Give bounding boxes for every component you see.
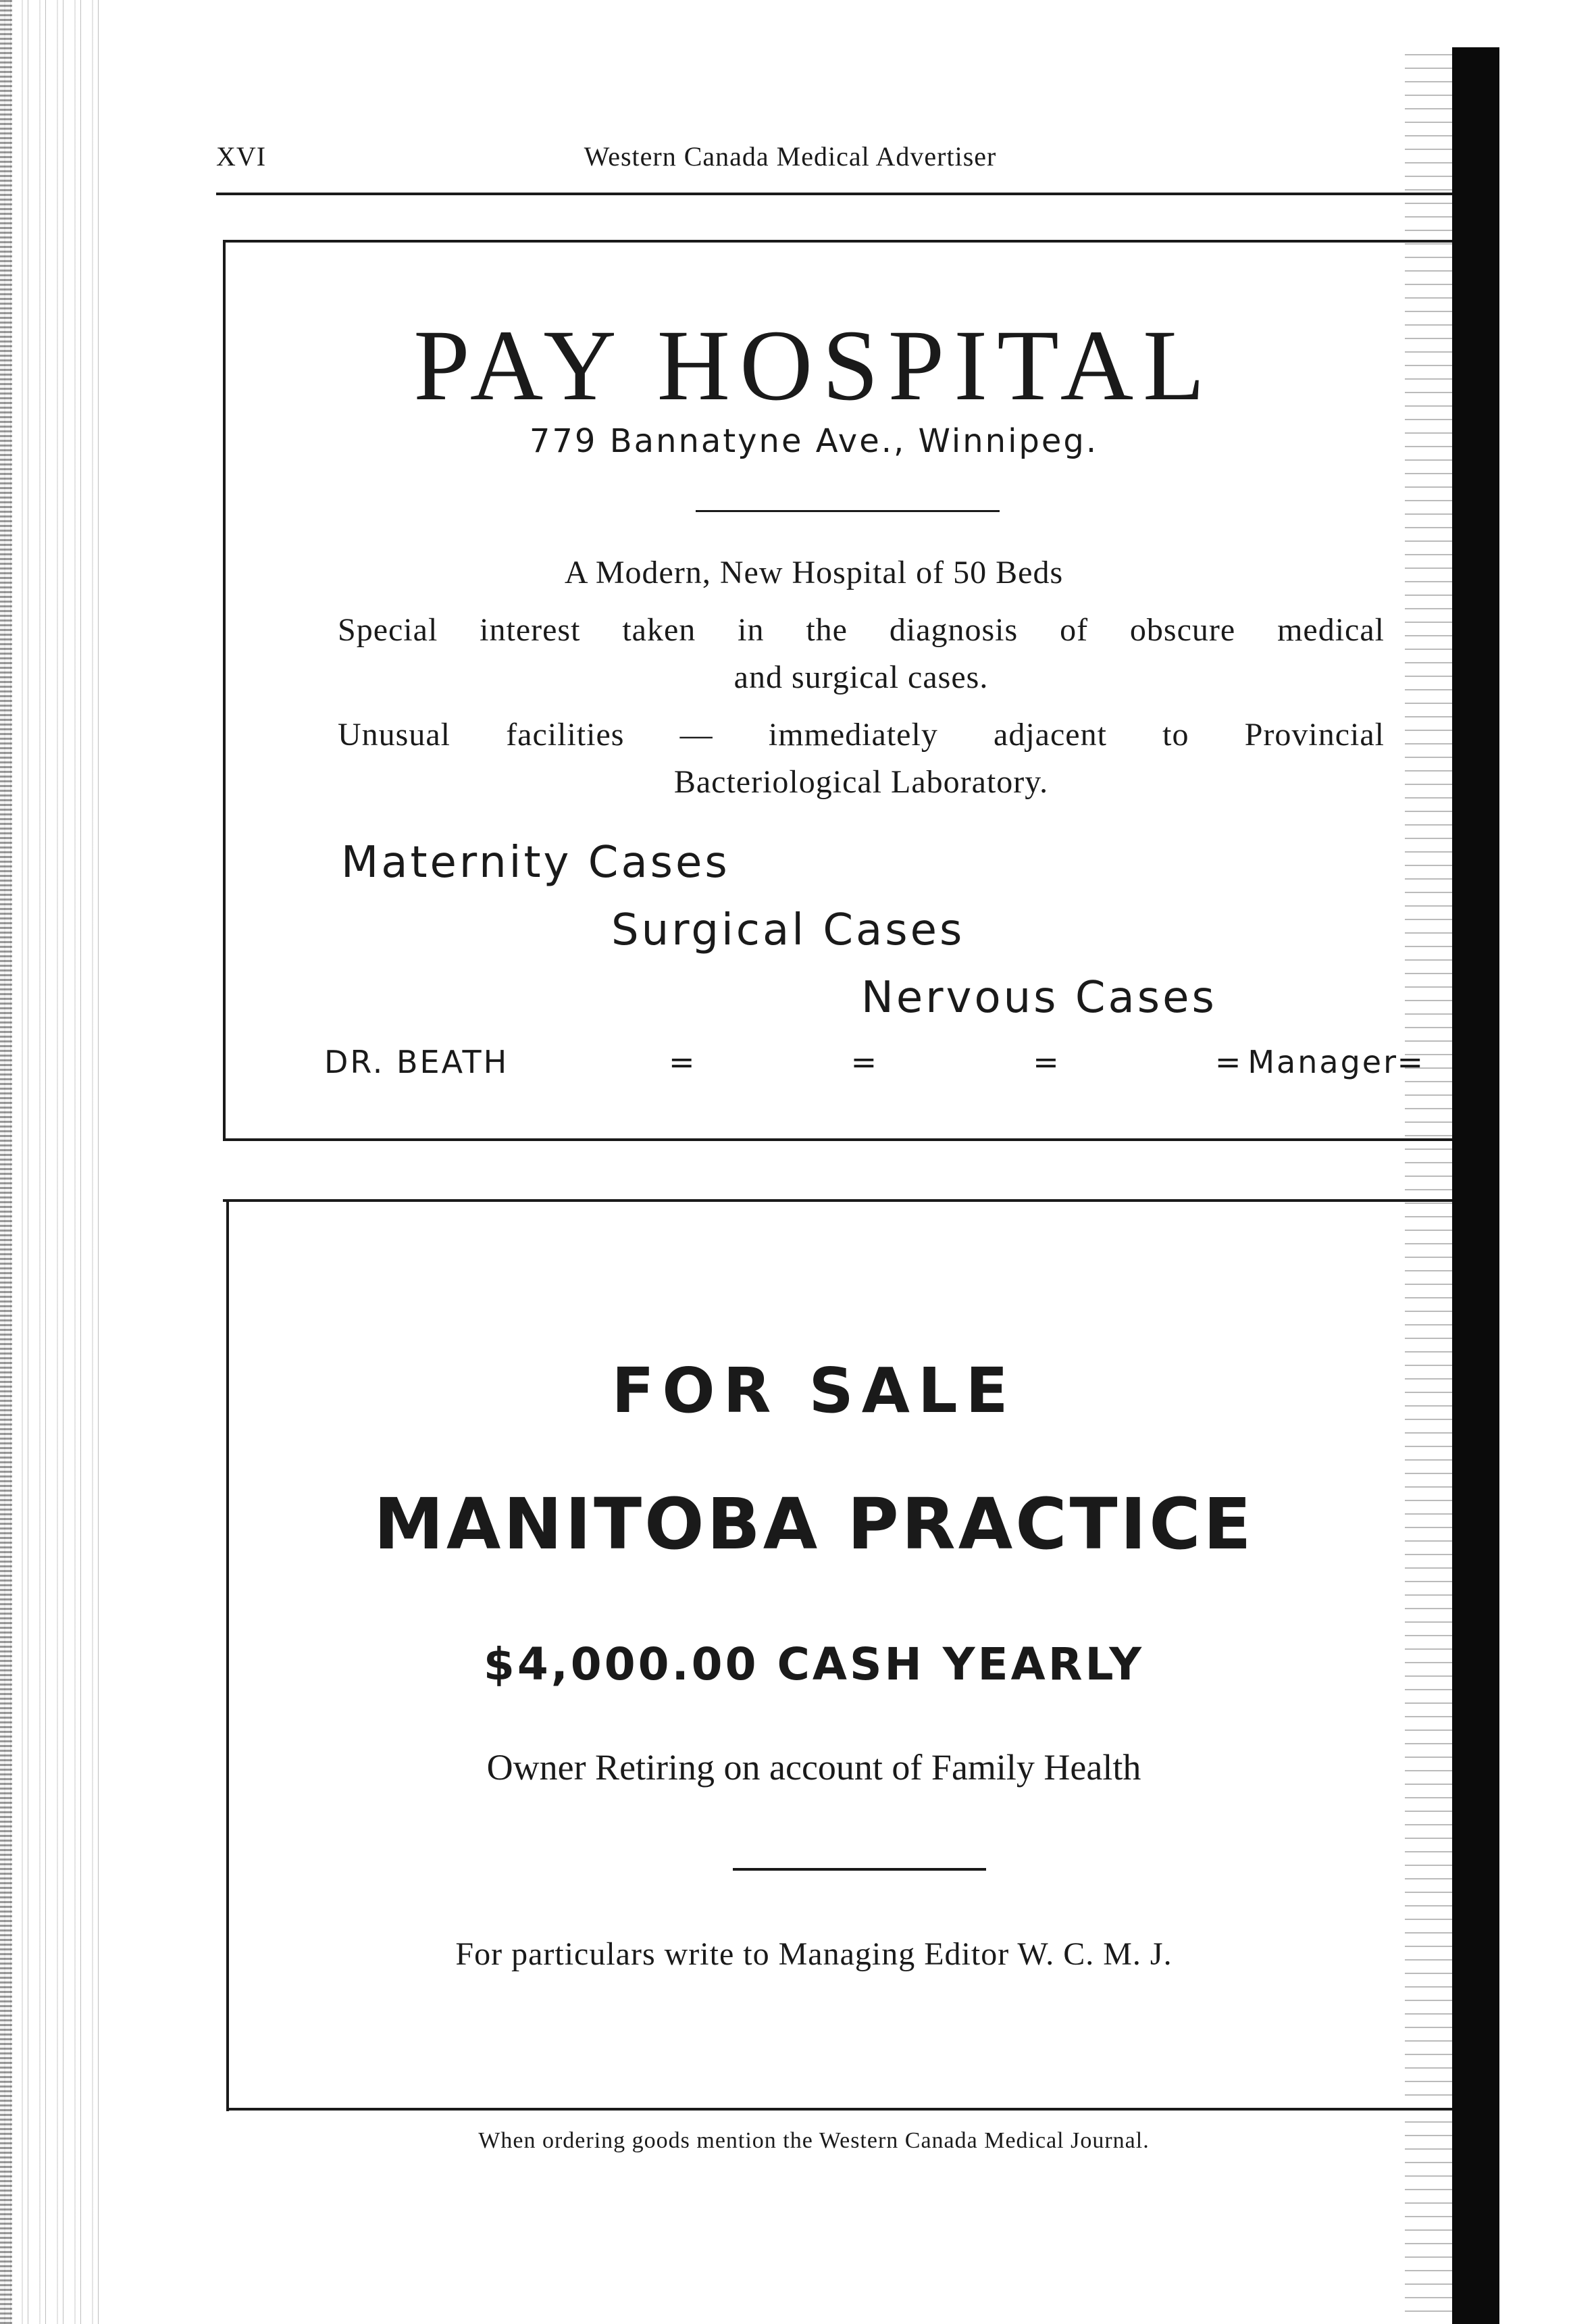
dash: = [850,1044,879,1080]
hospital-line-laboratory: Bacteriological Laboratory. [673,764,1049,800]
hospital-address: 779 Bannatyne Ave., Winnipeg. [529,422,1099,460]
hospital-box-top [223,240,1452,243]
sale-subheading: MANITOBA PRACTICE [374,1483,1254,1565]
dash: = [1033,1044,1061,1080]
scan-edge-left [0,0,101,2324]
hospital-line-special: Special interest taken in the diagnosis of obscure medical [338,612,1385,648]
sale-amount: $4,000.00 CASH YEARLY [483,1638,1145,1690]
nervous-cases: Nervous Cases [861,973,1217,1023]
sale-box-top [223,1199,1452,1202]
hospital-line-facilities: Unusual facilities — immediately adjacent to Provincial [338,717,1385,753]
page-folio: XVI [216,141,267,172]
dash: = [669,1044,697,1080]
hospital-line-cases: and surgical cases. [733,659,989,695]
contact-name: DR. BEATH [324,1044,509,1080]
dash: = [1397,1044,1425,1080]
sale-box-bottom [226,2108,1452,2111]
dash: = [1214,1044,1243,1080]
footer-line: When ordering goods mention the Western Canada Medical Journal. [478,2128,1150,2153]
surgical-cases: Surgical Cases [611,905,965,955]
contact-role: Manager [1247,1044,1398,1080]
manager-row [324,1044,1425,1091]
sale-reason: Owner Retiring on account of Family Health [486,1747,1141,1788]
hospital-divider [696,510,1000,512]
sale-divider [733,1868,986,1871]
scan-edge-left-dark [0,0,12,2324]
hospital-box-bottom [223,1138,1452,1141]
sale-contact: For particulars write to Managing Editor W. C. M. J. [455,1936,1173,1972]
header-rule [216,193,1452,195]
sale-heading: FOR SALE [611,1355,1016,1427]
hospital-title: PAY HOSPITAL [413,309,1214,422]
running-head [216,141,1364,181]
journal-title: Western Canada Medical Advertiser [584,141,997,172]
maternity-cases: Maternity Cases [341,838,730,888]
scan-edge-right-noise [1405,47,1452,2324]
hospital-line-beds: A Modern, New Hospital of 50 Beds [564,555,1064,590]
scan-edge-right-bar [1452,47,1499,2324]
